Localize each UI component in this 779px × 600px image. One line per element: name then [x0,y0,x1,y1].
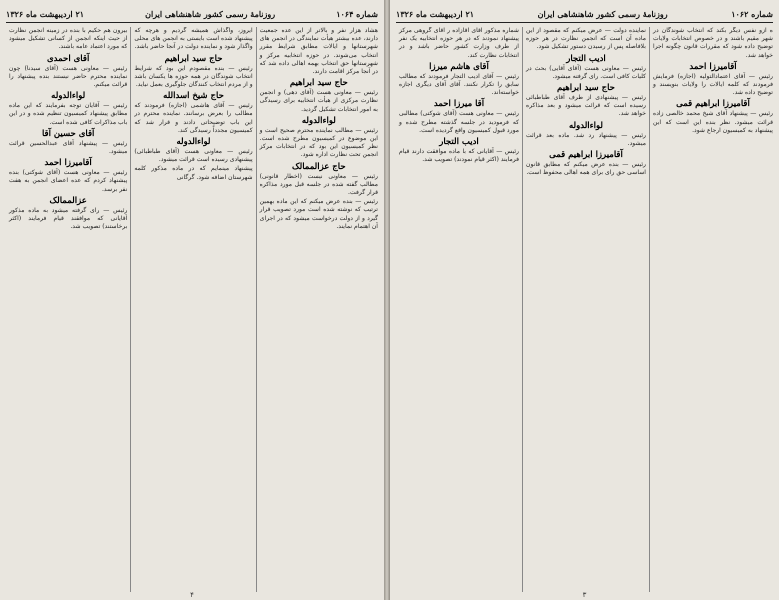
paragraph: پیشنهاد مینمایم که در ماده مذکور کلمه شهرستان اضافه شود. گرگانی [134,165,253,181]
speaker-heading: حاج سید ابراهیم [289,78,348,89]
left-header-rule [6,22,378,23]
speaker-heading: ادیب التجار [439,137,479,148]
left-header-issue: شماره ۱۰۶۴ [336,9,378,19]
right-header-date: ۲۱ اردیبهشت ماه ۱۳۲۶ [396,9,475,19]
paragraph: رئیس — معاونی هست (آقای دهی) و انجمن نظارت مرکزی از هیأت انتخابیه برای رسیدگی به امور انتخابات تشکیل گردید. [259,89,378,113]
right-header-title: روزنامهٔ رسمی کشور شاهنشاهی ایران [537,9,668,19]
speaker-heading: لواءالدوله [51,91,86,102]
paragraph: رئیس — آقای هاشمی (اجازه) فرمودند که مطالب را بعرض برسانند. نماینده محترم در این باب توضیحاتی دادند و قرار شد که کمیسیون مجدداً رسیدگی کند. [134,102,253,134]
right-page [390,0,779,600]
speaker-heading: آقای حسین آقا [41,128,95,139]
left-header-title: روزنامهٔ رسمی کشور شاهنشاهی ایران [145,9,276,19]
right-column-2 [522,27,646,592]
speaker-heading: ادیب التجار [566,53,606,64]
paragraph: رئیس — بنده عرض میکنم که این ماده بهمین ترتیب که نوشته شده است مورد تصویب قرار گیرد و از دولت درخواست میشود که در اجرای آن اهتمام نمایند. [259,198,378,230]
paragraph: شماره مذکور آقای آقازاده ر آقای گروهی مرکز پیشنهاد نمودند که در هر حوزه انتخابیه یک نفر از طرف وزارت کشور حاضر باشد و در انتخابات نظارت کند. [399,27,519,59]
paragraph: رئیس — پیشنهاد آقای عبدالحسین قرائت میشود. [9,139,128,156]
paragraph: رئیس — معاونی نیست (اخطار قانونی) مطالب گفته شده در جلسه قبل مورد مذاکره قرار گرفت. [259,172,378,197]
right-page-header [396,8,773,20]
paragraph: رئیس — رای گرفته میشود به ماده مذکور آقایانی که موافقند قیام فرمایند (اکثر برخاستند) تصویب شد. [9,206,128,231]
speaker-heading: آقامیرزا ابراهیم قمی [676,99,750,110]
paragraph: رئیس — آقایانی که با ماده موافقت دارند قیام فرمایند (اکثر قیام نمودند) تصویب شد. [399,148,519,164]
right-header-rule [396,22,773,23]
speaker-heading: حاج عزالممالک [292,161,346,172]
speaker-heading: عزالممالک [49,195,87,206]
paragraph: رئیس — معاونی هست (آقای آقایی) بحث در کلیات کافی است. رای گرفته میشود. [526,64,646,80]
speaker-heading: آقای احمدی [47,53,90,64]
left-page-header [6,8,378,20]
left-page [0,0,384,600]
paragraph: نماینده دولت — عرض میکنم که مقصود از این ماده آن است که انجمن نظارت در هر حوزه بلافاصله پس از رسیدن دستور تشکیل شود. [526,27,646,51]
speaker-heading: حاج سید ابراهیم [557,83,615,94]
paragraph: رئیس — معاونی هست (آقای طباطبائی) پیشنهادی رسیده است قرائت میشود. [134,148,253,164]
speaker-heading: آقامیرزا احمد [44,158,92,169]
left-header-date: ۲۱ اردیبهشت ماه ۱۳۲۶ [6,9,85,19]
right-column-1 [649,27,773,592]
left-page-columns [6,27,378,592]
speaker-heading: آقامیرزا ابراهیم قمی [549,150,623,161]
paragraph: رئیس — مطالب نماینده محترم صحیح است و این موضوع در کمیسیون مطرح شده است. نظر کمیسیون این بود که در انتخابات مرکز انجمن تحت نظارت اداره شود. [259,126,378,159]
paragraph: رئیس — آقایان توجه بفرمایند که این ماده مطابق پیشنهاد کمیسیون تنظیم شده و در این باب مذاکرات کافی شده است. [9,102,128,126]
speaker-heading: لواءالدوله [176,137,211,148]
paragraph: رئیس — پیشنهاد آقای شیخ محمد خالصی زاده قرائت میشود. نظر بنده این است که این پیشنهاد به کمیسیون ارجاع شود. [653,110,773,134]
paragraph: رئیس — آقای ادیب التجار فرمودند که مطالب سابق را تکرار نکنند. آقای آقای دیگری اجازه خواسته‌اند. [399,72,519,97]
paragraph: رئیس — معاونی هست (آقای سیدنا) چون نماینده محترم حاضر نیستند بنده پیشنهاد را قرائت میکنم. [9,64,128,89]
right-page-number: ۳ [582,591,587,599]
paragraph: رئیس — پیشنهادی از طرف آقای طباطبائی رسیده است که قرائت میشود و بعد مذاکره خواهد شد. [526,94,646,118]
paragraph: هشاد هزار نفر و بالاتر از این عده جمعیت دارند، عده بیشتر هیأت نمایندگی در انجمن های شهرستانها و ایالات مطابق شرایط مقرر انتخاب می‌شوند. در حوزه انتخابیه مرکز و شهرستانها حق انتخاب بهمه اهالی داده شد که در آنجا مرکز اقامت دارند. [259,27,378,76]
left-page-number: ۴ [190,591,194,599]
paragraph: رئیس — آقای اعتمادالتولیه (اجازه) فرمایش فرمودند که کلمه ایالات را ولایات بنویسند و توضیح داده شد. [653,72,773,97]
left-column-3 [6,27,127,592]
paragraph: بیرون هم حکیم با بنده در زمینه انجمن نظارت از حیث اینکه انجمن از کسانی تشکیل میشود که مورد اعتماد عامه باشند. [9,27,128,51]
paragraph: ایروز، واگذاش همیشه گردیم و هرچه که پیشنهاد شده است بایستی به انجمن های محلی واگذار شود و نماینده دولت در آنجا حاضر باشد. [134,27,253,51]
right-header-issue: شماره ۱۰۶۲ [731,9,773,19]
speaker-heading: آقامیرزا احمد [689,61,737,72]
speaker-heading: آقا میرزا احمد [433,99,485,110]
paragraph: رئیس — معاونی هست (آقای شوکتی) مطالبی که فرمودید در جلسه گذشته مطرح شده و مورد قبول کمیسیون واقع گردیده است. [399,110,519,134]
paragraph: رئیس — پیشنهاد رد شد. ماده بعد قرائت میشود. [526,131,646,147]
speaker-heading: لواءالدوله [568,120,603,131]
paragraph: رئیس — معاونی هست (آقای شوکتی) بنده پیشنهاد کردم که عده اعضای انجمن به هفت نفر برسد. [9,169,128,193]
left-column-1 [256,27,378,592]
paragraph: ه ازو نفس دیگر بکند که انتخاب شوندگان در شهر مقیم باشند و در خصوص انتخابات ولایات توضیح داده شود که مقررات قانون چگونه اجرا خواهد شد. [653,27,773,59]
speaker-heading: حاج شیخ اسدالله [163,91,224,102]
speaker-heading: آقای هاشم میرزا [429,61,489,72]
speaker-heading: لواءالدوله [301,115,336,126]
left-column-2 [130,27,252,592]
right-page-columns [396,27,773,592]
right-column-3 [396,27,519,592]
speaker-heading: حاج سید ابراهیم [164,53,223,64]
paragraph: رئیس — بنده مقصودم این بود که شرایط انتخاب شوندگان در همه حوزه ها یکسان باشد و از مردم انتخاب کنندگان جلوگیری بعمل نیاید. [134,64,253,89]
paragraph: رئیس — بنده عرض میکنم که مطابق قانون اساسی حق رای برای همه اهالی محفوظ است. [526,161,646,177]
